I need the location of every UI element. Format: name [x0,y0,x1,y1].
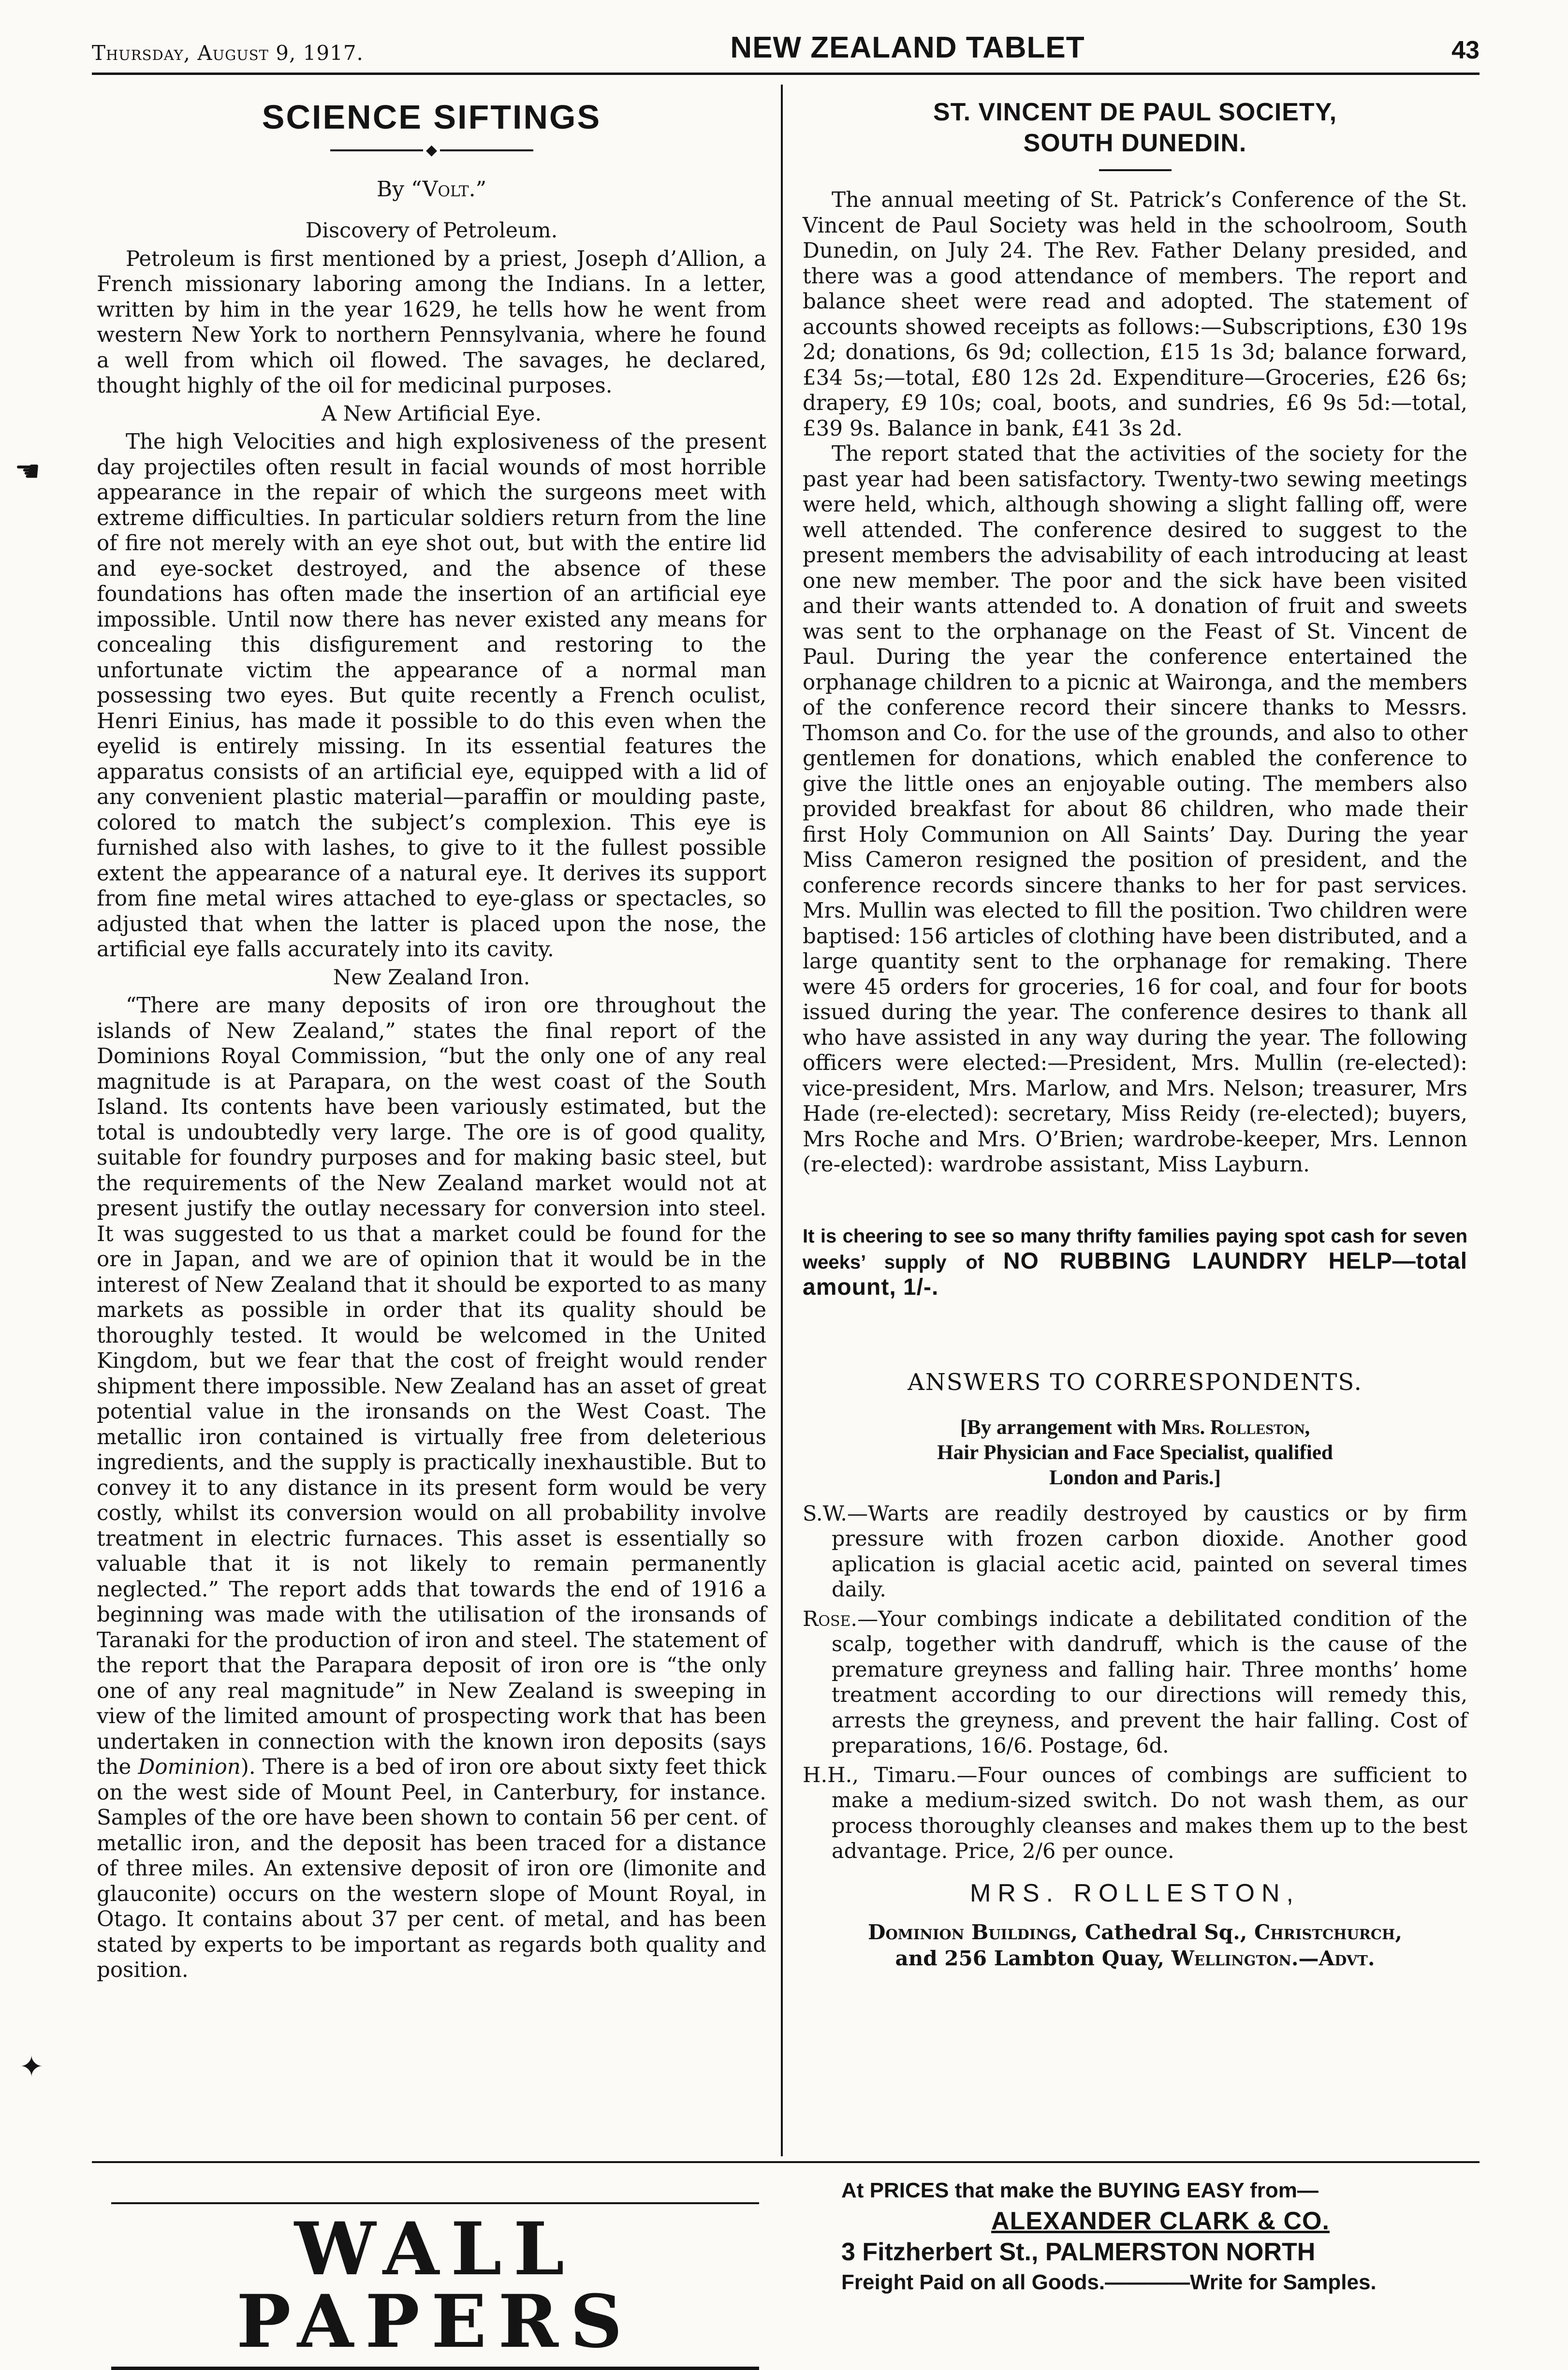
short-rule [1099,169,1172,171]
nz-iron-text-a: “There are many deposits of iron ore throughout the islands of New Zealand,” states the final report of the Dominions Royal Commission, “but the only one of any real magnitude is at Parapara, on the west coast of the South Island. Its contents have been variously estimated, but the total is undoubtedly very large. The ore is of good quality, suitable for foundry purposes and for making basic steel, but the requirements of the New Zealand market would not at present justify the outlay necessary for conversion into steel. It was suggested to us that a market could be found for the ore in Japan, and we are of opinion that it would be in the interest of New Zealand that it should be exported to as many markets as possible in order that its quality should be thoroughly tested. It would be welcomed in the United Kingdom, but we fear that the cost of freight would render shipment there impossible. New Zealand has an asset of great potential value in the ironsands on the West Coast. The metallic iron contained is virtually free from deleterious ingredients, and the supply is practically inexhaustible. But to convey it to any distance in its present form would be very costly, whilst its conversion would on all probability involve treatment in electric furnaces. This asset is essentially so valuable that it is not likely to remain permanently neglected.” The report adds that towards the end of 1916 a beginning was made with the utilisation of the ironsands of Taranaki for the production of iron and steel. The statement of the report that the Parapara deposit of iron ore is “the only one of any real magnitude” in New Zealand is sweeping in view of the limited amount of prospecting work that has been undertaken in connection with the known iron deposits (says the [97,994,766,1780]
laundry-ad-product: NO RUBBING LAUNDRY HELP—total amount, 1/-. [803,1248,1467,1300]
vincent-title-line1: ST. VINCENT DE PAUL SOCIETY, [933,98,1337,126]
answer-entry-text: , Timaru.—Four ounces of combings are sufficient to make a medium-sized switch. Do not wash them, as our process thoroughly cleanses and makes them up to the best advantage. Price, 2/6 per ounce. [832,1763,1467,1863]
vincent-paragraph-1: The annual meeting of St. Patrick’s Conference of the St. Vincent de Paul Society was held in the schoolroom, South Dunedin, on July 24. The Rev. Father Delany presided, and there was a good attendance of members. The report and balance sheet were read and adopted. The statement of accounts showed receipts as follows:—Subscriptions, £30 19s 2d; donations, 6s 9d; collection, £15 1s 3d; balance forward, £34 5s;—total, £80 12s 2d. Expenditure—Groceries, £26 6s; drapery, £9 10s; coal, boots, and sundries, £6 9s 5d:—total, £39 9s. Balance in bank, £41 3s 2d. [803,188,1467,441]
address-building: Dominion Buildings [868,1920,1071,1944]
science-siftings-title: SCIENCE SIFTINGS [262,98,601,136]
address-square: , Cathedral Sq., [1070,1920,1254,1944]
byline-name: “Volt.” [411,177,487,202]
nz-iron-paragraph [97,993,766,1983]
laundry-ad-text: It is cheering to see so many thrifty families paying spot cash for seven weeks’ supply of [803,1225,1467,1273]
wall-papers-headline: WALL PAPERS [236,2207,634,2364]
answer-entry-text: —Your combings indicate a debilitated condition of the scalp, together with dandruff, which is the cause of the premature greyness and falling hair. Three months’ home treatment according to our directions will remedy this, arrests the greyness, and prevent the hair falling. Cost of preparations, 16/6. Postage, 6d. [832,1607,1467,1758]
rolleston-signature: MRS. ROLLESTON, [970,1879,1300,1907]
vincent-paragraph-2: The report stated that the activities of the society for the past year had been satisfactory. Twenty-two sewing meetings were held, which, although showing a slight falling off, were well attended. The conference desired to suggest to the present members the advisability of each introducing at least one new member. The poor and the sick have been visited and their wants attended to. A donation of fruit and sweets was sent to the orphanage on the Feast of St. Vincent de Paul. During the year the conference entertained the orphanage children to a picnic at Waironga, and the members of the conference record their sincere thanks to Messrs. Thomson and Co. for the use of the grounds, and also to other gentlemen for donations, which enabled the conference to give the little ones an enjoyable outing. The members also provided breakfast for about 86 children, who made their first Holy Communion on All Saints’ Day. During the year Miss Cameron resigned the position of president, and the conference records sincere thanks to her for past services. Mrs. Mullin was elected to fill the position. Two children were baptised: 156 articles of clothing have been distributed, and a large quantity sent to the orphanage for remaking. There were 45 orders for groceries, 16 for coal, and four for boots issued during the year. The conference desires to thank all who have assisted in any way during the year. The following officers were elected:—President, Mrs. Mullin (re-elected): vice-president, Mrs. Marlow, and Mrs. Nelson; treasurer, Mrs Hade (re-elected): secretary, Miss Reidy (re-elected); buyers, Mrs Roche and Mrs. O’Brien; wardrobe-keeper, Mrs. Lennon (re-elected): wardrobe assistant, Miss Layburn. [803,442,1467,1177]
pointing-hand-icon: ✦ [19,2050,44,2084]
footer-rule [92,2161,1480,2163]
answer-entry-name: H.H. [803,1763,852,1787]
alexander-clark-ad [841,2176,1480,2297]
arrangement-line3: London and Paris.] [1049,1466,1221,1489]
arrangement-prefix: [By arrangement with [960,1416,1162,1439]
ornamental-rule [330,143,533,158]
vincent-de-paul-title [803,97,1467,159]
clark-line4: Freight Paid on all Goods.————Write for Samples. [841,2270,1377,2294]
arrangement-line2: Hair Physician and Face Specialist, qualified [937,1441,1333,1464]
issue-date: Thursday, August 9, 1917. [92,41,364,65]
column-divider [781,85,783,2156]
byline-prefix: By [376,177,411,202]
answer-entry-name: Rose. [803,1607,858,1631]
diamond-ornament-icon: ◆ [425,142,438,159]
science-siftings-column [97,97,766,1983]
laundry-help-ad [803,1224,1467,1301]
address-wellington: Wellington.—Advt. [1171,1946,1375,1970]
subheading-petroleum: Discovery of Petroleum. [305,219,558,243]
publication-title: NEW ZEALAND TABLET [730,31,1085,64]
byline [97,177,766,202]
petroleum-paragraph: Petroleum is first mentioned by a priest, Joseph d’Allion, a French missionary laboring among the Indians. In a letter, written by him in the year 1629, he tells how he went from western New York to northern Pennsylvania, where he found a well from which oil flowed. The savages, he declared, thought highly of the oil for medicinal purposes. [97,247,766,398]
pointing-hand-icon: ☚ [15,454,41,488]
clark-line1: At PRICES that make the BUYING EASY from— [841,2179,1319,2202]
nz-iron-text-b: ). There is a bed of iron ore about sixty feet thick on the west side of Mount Peel, in Canterbury, for instance. Samples of the ore have been shown to contain 56 per cent. of metallic iron, and the deposit has been traced for a distance of three miles. An extensive deposit of iron ore (limonite and glauconite) occurs on the western slope of Mount Royal, in Otago. It contains about 37 per cent. of metal, and has been stated by experts to be important as regards both quality and position. [97,1755,766,1983]
clark-address: 3 Fitzherbert St., PALMERSTON NORTH [841,2238,1316,2266]
right-column [803,97,1467,1972]
dominion-citation: Dominion [138,1755,241,1780]
answer-entry [803,1763,1467,1864]
answer-entry [803,1607,1467,1759]
rolleston-address [803,1919,1467,1972]
address-city: Christchurch, [1254,1920,1402,1944]
address-line2: and 256 Lambton Quay, [895,1946,1172,1970]
answer-entry [803,1501,1467,1603]
artificial-eye-paragraph: The high Velocities and high explosiveness of the present day projectiles often result in facial wounds of most horrible appearance in the repair of which the surgeons meet with extreme difficulties. In particular soldiers return from the line of fire not merely with an eye shot out, but with the entire lid and eye-socket destroyed, and the absence of these foundations has often made the insertion of an artificial eye impossible. Until now there has never existed any means for concealing this disfigurement and restoring to the unfortunate victim the appearance of a normal man possessing two eyes. But quite recently a French oculist, Henri Einius, has made it possible to do this even when the eyelid is entirely missing. In its essential features the apparatus consists of an artificial eye, equipped with a lid of any convenient plastic material—paraffin or moulding paste, colored to match the subject’s complexion. This eye is furnished also with lashes, to give to it the fullest possible extent the appearance of a natural eye. It derives its support from fine metal wires attached to eye-glass or spectacles, so adjusted that when the latter is placed upon the nose, the artificial eye falls accurately into its cavity. [97,430,766,962]
answer-entry-name: S.W. [803,1501,847,1526]
wall-papers-ad [97,2202,774,2370]
masthead-rule [92,73,1480,75]
subheading-nz-iron: New Zealand Iron. [333,965,530,990]
page-number: 43 [1451,36,1480,64]
masthead [92,30,1480,65]
arrangement-note [803,1415,1467,1491]
vincent-title-line2: SOUTH DUNEDIN. [1023,129,1247,157]
answers-title: ANSWERS TO CORRESPONDENTS. [908,1368,1363,1396]
arrangement-name: Mrs. Rolleston, [1161,1416,1310,1439]
answer-entry-text: —Warts are readily destroyed by caustics or by firm pressure with frozen carbon dioxide. Another good aplication is glacial acetic acid, painted on several times daily. [832,1501,1467,1602]
clark-company: ALEXANDER CLARK & CO. [991,2207,1330,2235]
subheading-artificial-eye: A New Artificial Eye. [321,401,542,426]
